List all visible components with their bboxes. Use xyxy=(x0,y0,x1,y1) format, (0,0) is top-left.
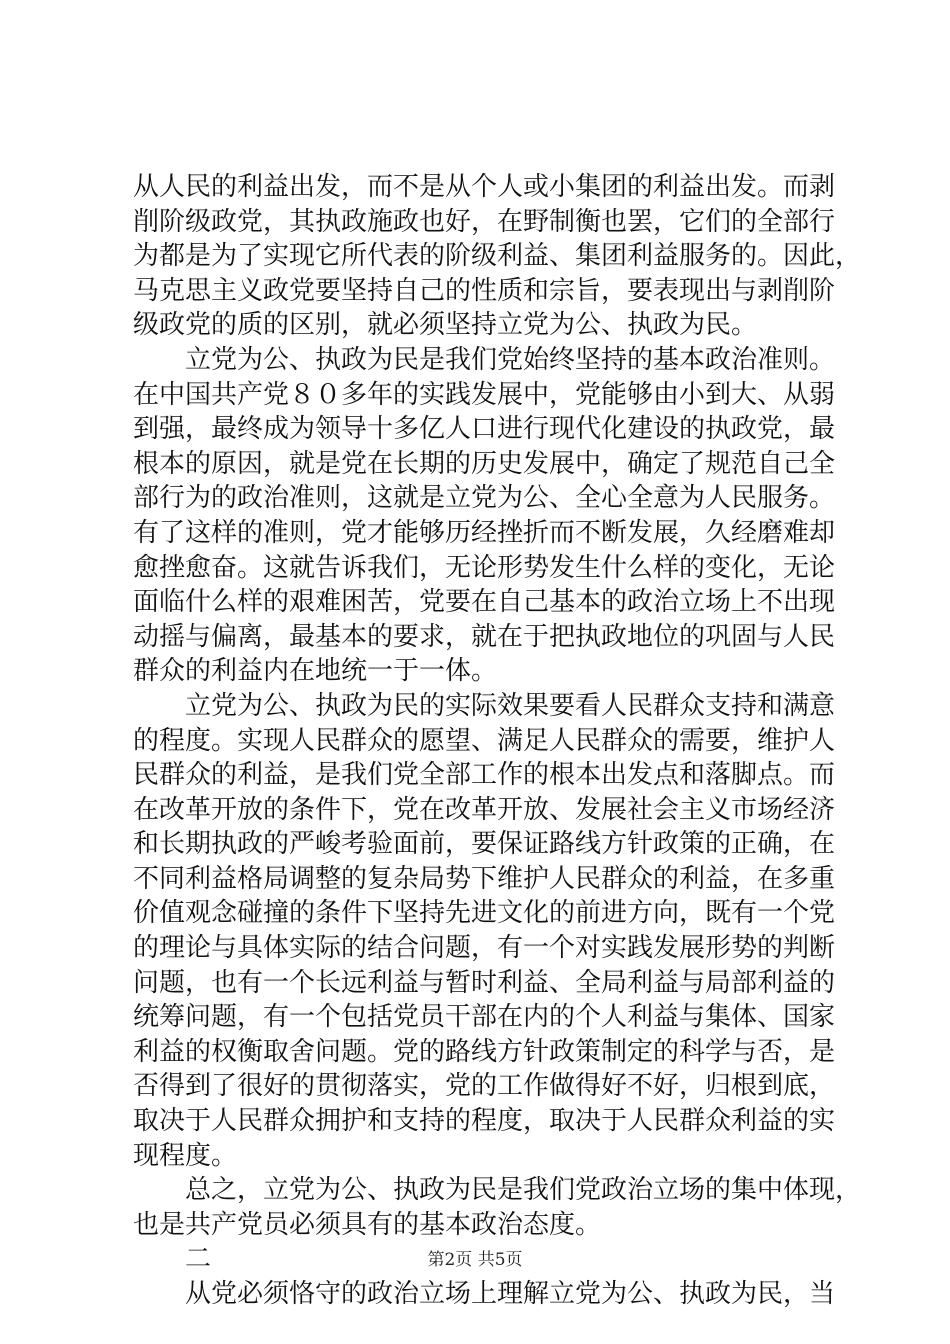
text-line: 问题，也有一个长远利益与暂时利益、全局利益与局部利益的 xyxy=(133,967,836,998)
text-line: 削阶级政党，其执政施政也好，在野制衡也罢，它们的全部行 xyxy=(133,206,836,237)
text-line: 利益的权衡取舍问题。党的路线方针政策制定的科学与否，是 xyxy=(133,1036,836,1067)
text-line: 群众的利益内在地统一于一体。 xyxy=(133,656,498,687)
text-line: 从人民的利益出发，而不是从个人或小集团的利益出发。而剥 xyxy=(133,172,836,202)
text-line: 动摇与偏离，最基本的要求，就在于把执政地位的巩固与人民 xyxy=(133,621,836,652)
text-line: 不同利益格局调整的复杂局势下维护人民群众的利益，在多重 xyxy=(133,863,836,894)
text-line: 统筹问题，有一个包括党员干部在内的个人利益与集体、国家 xyxy=(133,1002,836,1033)
text-line: 现程度。 xyxy=(133,1140,238,1171)
text-line: 从党必须恪守的政治立场上理解立党为公、执政为民，当 xyxy=(185,1279,836,1309)
text-line: 立党为公、执政为民的实际效果要看人民群众支持和满意 xyxy=(185,690,836,721)
text-line: 到强，最终成为领导十多亿人口进行现代化建设的执政党，最 xyxy=(133,414,836,445)
text-line: 取决于人民群众拥护和支持的程度，取决于人民群众利益的实 xyxy=(133,1106,836,1137)
text-line: 在改革开放的条件下，党在改革开放、发展社会主义市场经济 xyxy=(133,794,836,825)
text-line: 有了这样的准则，党才能够历经挫折而不断发展，久经磨难却 xyxy=(133,517,836,548)
text-line: 根本的原因，就是党在长期的历史发展中，确定了规范自己全 xyxy=(133,448,836,479)
text-line: 愈挫愈奋。这就告诉我们，无论形势发生什么样的变化，无论 xyxy=(133,552,836,583)
text-line: 为都是为了实现它所代表的阶级利益、集团利益服务的。因此， xyxy=(133,241,862,272)
text-line: 总之，立党为公、执政为民是我们党政治立场的集中体现， xyxy=(185,1175,862,1206)
text-line: 二 xyxy=(185,1244,212,1275)
text-line: 民群众的利益，是我们党全部工作的根本出发点和落脚点。而 xyxy=(133,760,836,791)
page-footer xyxy=(0,1245,950,1270)
text-line: 和长期执政的严峻考验面前，要保证路线方针政策的正确，在 xyxy=(133,829,836,860)
page-number: 第2页 共5页 xyxy=(427,1250,523,1270)
text-line: 面临什么样的艰难困苦，党要在自己基本的政治立场上不出现 xyxy=(133,587,836,618)
text-line: 马克思主义政党要坚持自己的性质和宗旨，要表现出与剥削阶 xyxy=(133,275,836,306)
text-line: 的理论与具体实际的结合问题，有一个对实践发展形势的判断 xyxy=(133,933,836,964)
text-line: 部行为的政治准则，这就是立党为公、全心全意为人民服务。 xyxy=(133,483,836,514)
text-line: 立党为公、执政为民是我们党始终坚持的基本政治准则。 xyxy=(185,344,836,375)
text-line: 级政党的质的区别，就必须坚持立党为公、执政为民。 xyxy=(133,310,758,341)
document-body xyxy=(133,170,862,1312)
text-line: 在中国共产党８０多年的实践发展中，党能够由小到大、从弱 xyxy=(133,379,836,410)
text-line: 的程度。实现人民群众的愿望、满足人民群众的需要，维护人 xyxy=(133,725,836,756)
text-line: 也是共产党员必须具有的基本政治态度。 xyxy=(133,1209,602,1240)
text-line: 否得到了很好的贯彻落实，党的工作做得好不好，归根到底， xyxy=(133,1071,836,1102)
text-line: 价值观念碰撞的条件下坚持先进文化的前进方向，既有一个党 xyxy=(133,898,836,929)
